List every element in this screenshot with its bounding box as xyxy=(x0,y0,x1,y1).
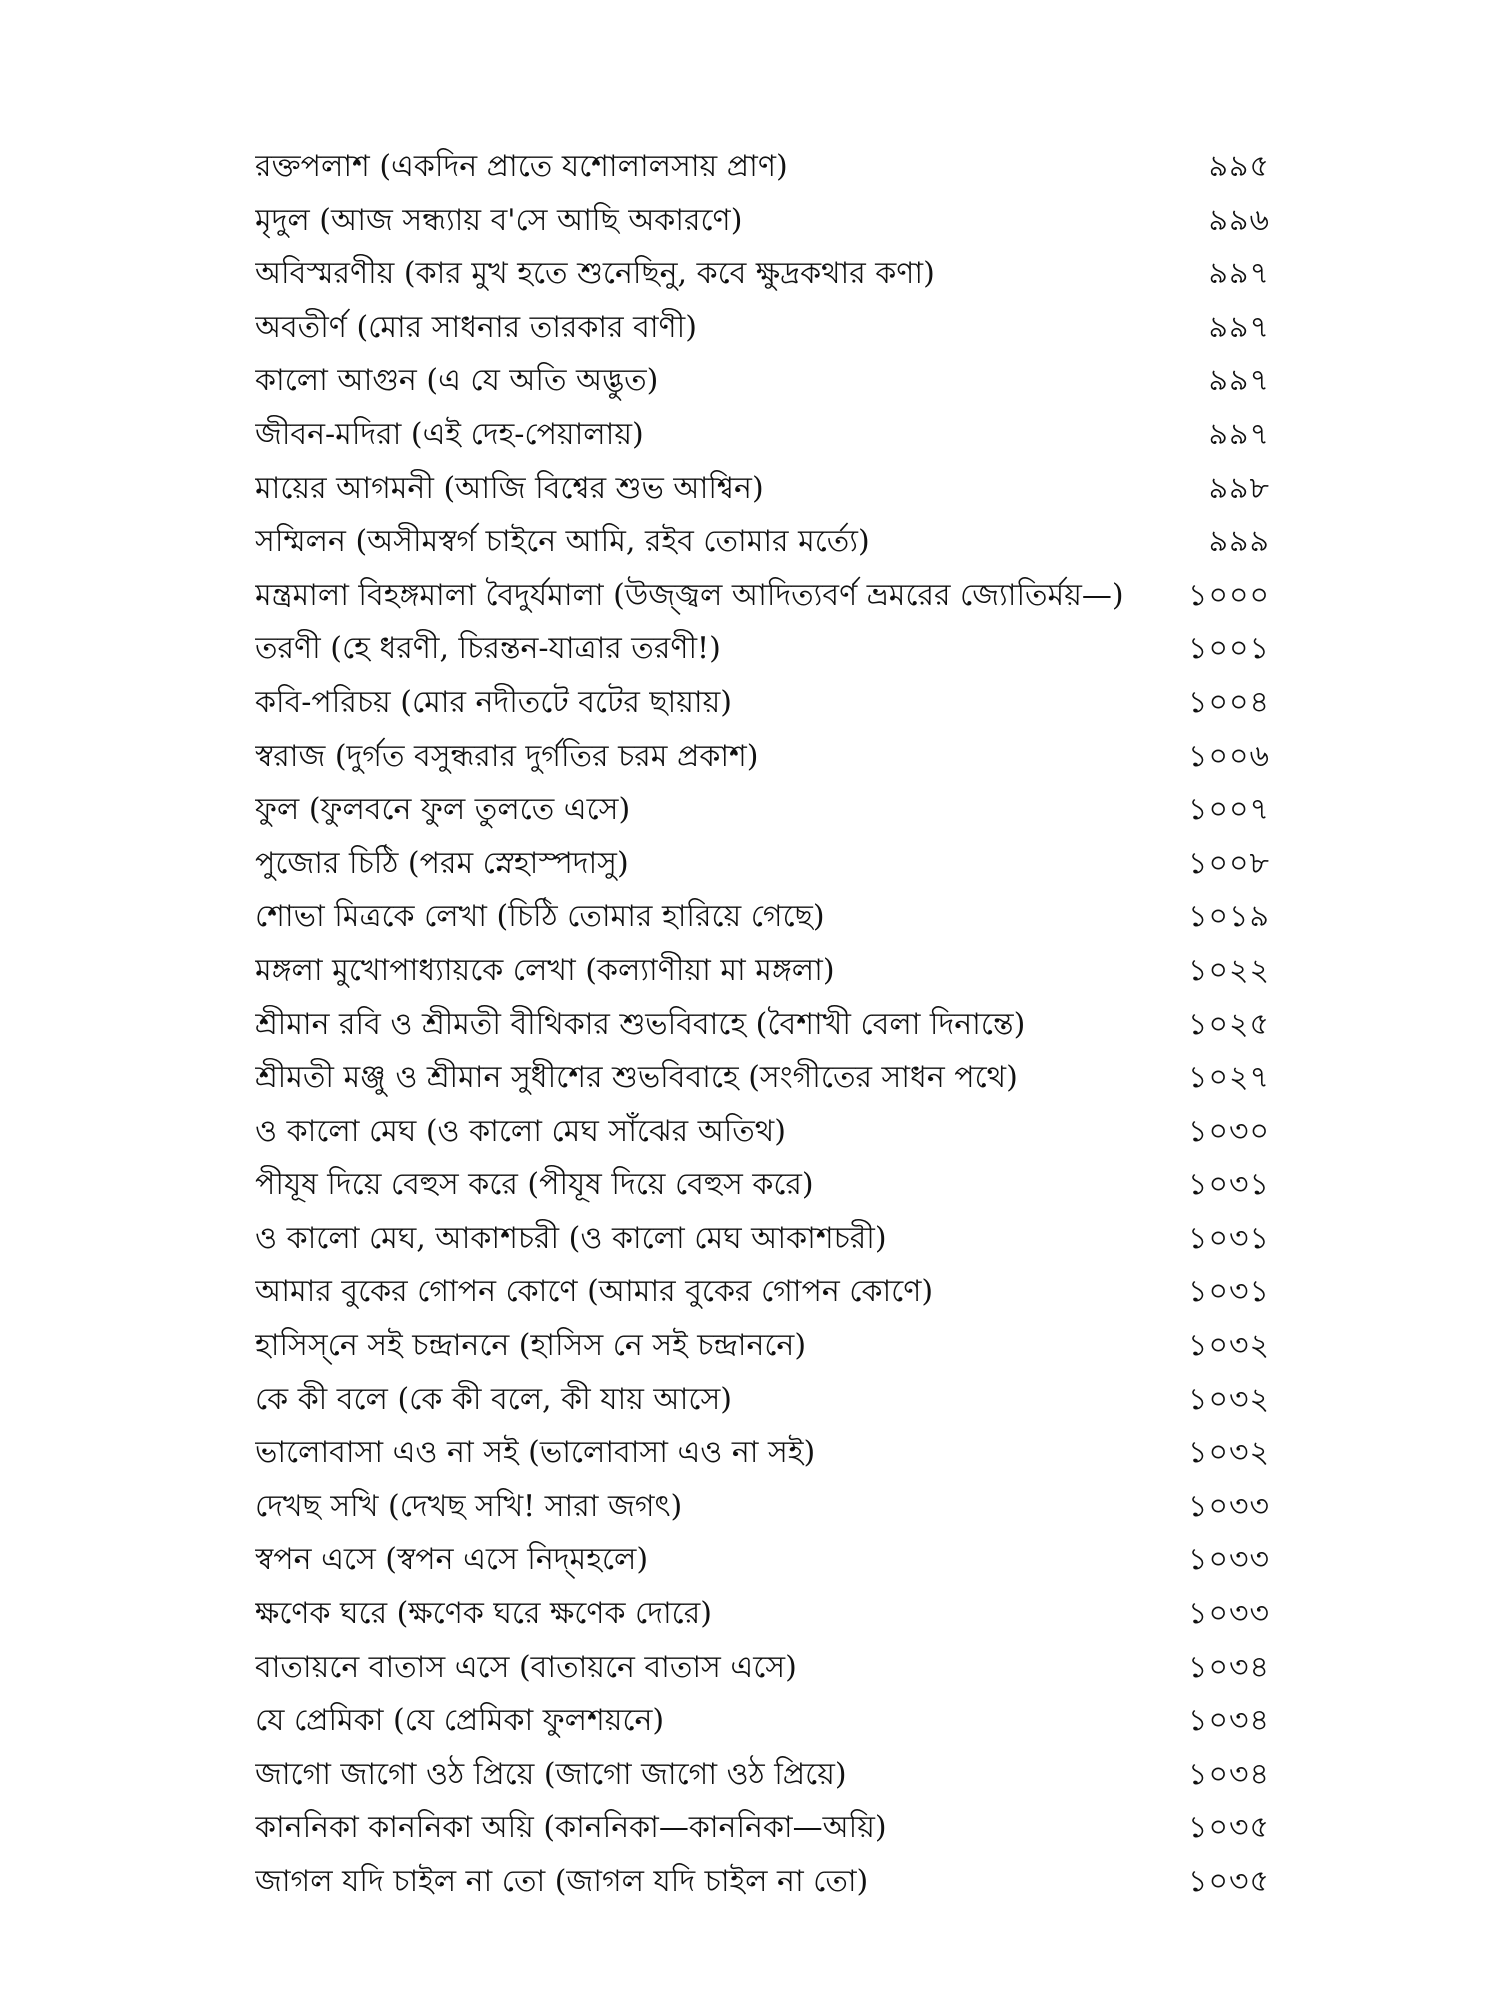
entry-title: আমার বুকের গোপন কোণে (আমার বুকের গোপন কোণে) xyxy=(255,1274,934,1310)
entry-page-number: ৯৯৭ xyxy=(1208,309,1270,345)
toc-entry xyxy=(255,301,1270,355)
entry-title: জাগল যদি চাইল না তো (জাগল যদি চাইল না তো) xyxy=(255,1864,869,1899)
entry-title: ফুল (ফুলবনে ফুল তুলতে এসে) xyxy=(255,792,631,828)
entry-page-number: ৯৯৭ xyxy=(1208,416,1270,452)
entry-title: ও কালো মেঘ, আকাশচরী (ও কালো মেঘ আকাশচরী) xyxy=(255,1220,887,1256)
entry-title: স্বপন এসে (স্বপন এসে নিদ্‌মহলে) xyxy=(255,1542,649,1578)
entry-page-number: ১০০০ xyxy=(1188,577,1270,613)
entry-page-number: ১০০৭ xyxy=(1188,792,1270,828)
toc-entry xyxy=(255,1265,1270,1319)
entry-title: অবিস্মরণীয় (কার মুখ হতে শুনেছিনু, কবে ক্ষুদ্রকথার কণা) xyxy=(255,256,935,292)
entry-page-number: ১০৩৩ xyxy=(1188,1488,1270,1524)
toc-entry xyxy=(255,837,1270,891)
entry-page-number: ১০৩৪ xyxy=(1188,1649,1270,1685)
toc-entry xyxy=(255,1801,1270,1855)
entry-title: রক্তপলাশ (একদিন প্রাতে যশোলালসায় প্রাণ) xyxy=(255,149,788,184)
entry-title: শ্রীমান রবি ও শ্রীমতী বীথিকার শুভবিবাহে (বৈশাখী বেলা দিনান্তে) xyxy=(255,1006,1026,1042)
toc-entry xyxy=(255,354,1270,408)
entry-title: পীযূষ দিয়ে বেহুস করে (পীযূষ দিয়ে বেহুস করে) xyxy=(255,1167,814,1203)
entry-title: শ্রীমতী মঞ্জু ও শ্রীমান সুধীশের শুভবিবাহে (সংগীতের সাধন পথে) xyxy=(255,1060,1018,1096)
entry-page-number: ১০৩২ xyxy=(1188,1328,1270,1364)
entry-page-number: ১০৩১ xyxy=(1188,1220,1270,1256)
entry-title: মায়ের আগমনী (আজি বিশ্বের শুভ আশ্বিন) xyxy=(255,470,764,506)
entry-page-number: ৯৯৫ xyxy=(1208,149,1270,184)
toc-entry xyxy=(255,1480,1270,1534)
toc-entry xyxy=(255,408,1270,462)
toc-entry xyxy=(255,1051,1270,1105)
entry-title: মন্ত্রমালা বিহঙ্গমালা বৈদুর্যমালা (উজ্জ্বল আদিত্যবর্ণ ভ্রমরের জ্যোতির্ময়—) xyxy=(255,577,1124,613)
entry-page-number: ১০৩২ xyxy=(1188,1381,1270,1417)
toc-entry xyxy=(255,944,1270,998)
toc-entry xyxy=(255,622,1270,676)
toc-entry xyxy=(255,140,1270,194)
entry-title: ভালোবাসা এও না সই (ভালোবাসা এও না সই) xyxy=(255,1435,816,1471)
toc-entry xyxy=(255,1587,1270,1641)
entry-page-number: ১০১৯ xyxy=(1188,899,1270,935)
entry-title: কালো আগুন (এ যে অতি অদ্ভুত) xyxy=(255,363,659,399)
entry-title: ও কালো মেঘ (ও কালো মেঘ সাঁঝের অতিথ) xyxy=(255,1113,786,1149)
entry-page-number: ১০২২ xyxy=(1188,952,1270,988)
entry-page-number: ১০৩১ xyxy=(1188,1167,1270,1203)
entry-page-number: ১০২৫ xyxy=(1188,1006,1270,1042)
entry-page-number: ৯৯৯ xyxy=(1208,524,1270,560)
entry-page-number: ১০৩৩ xyxy=(1188,1596,1270,1632)
entry-page-number: ৯৯৭ xyxy=(1208,363,1270,399)
toc-entry xyxy=(255,1855,1270,1909)
toc-entry xyxy=(255,1212,1270,1266)
entry-page-number: ১০৩১ xyxy=(1188,1274,1270,1310)
toc-entry xyxy=(255,1694,1270,1748)
toc-entry xyxy=(255,569,1270,623)
entry-title: সম্মিলন (অসীমস্বর্গ চাইনে আমি, রইব তোমার মর্ত্যে) xyxy=(255,524,870,560)
toc-entry xyxy=(255,998,1270,1052)
entry-title: পুজোর চিঠি (পরম স্নেহাস্পদাসু) xyxy=(255,845,629,881)
entry-page-number: ১০০৮ xyxy=(1188,845,1270,881)
toc-entry xyxy=(255,1533,1270,1587)
entry-title: বাতায়নে বাতাস এসে (বাতায়নে বাতাস এসে) xyxy=(255,1649,797,1685)
entry-title: হাসিস্‌নে সই চন্দ্রাননে (হাসিস নে সই চন্দ্রাননে) xyxy=(255,1328,807,1364)
entry-title: ক্ষণেক ঘরে (ক্ষণেক ঘরে ক্ষণেক দোরে) xyxy=(255,1596,712,1632)
entry-title: জাগো জাগো ওঠ প্রিয়ে (জাগো জাগো ওঠ প্রিয়ে) xyxy=(255,1756,847,1792)
entry-page-number: ১০০৪ xyxy=(1188,684,1270,720)
toc-entry xyxy=(255,1426,1270,1480)
toc-entry xyxy=(255,1158,1270,1212)
entry-page-number: ১০৩৪ xyxy=(1188,1703,1270,1739)
toc-entry xyxy=(255,1373,1270,1427)
entry-page-number: ১০৩০ xyxy=(1188,1113,1270,1149)
entry-title: তরণী (হে ধরণী, চিরন্তন-যাত্রার তরণী!) xyxy=(255,631,721,667)
entry-page-number: ১০৩৫ xyxy=(1188,1810,1270,1846)
table-of-contents xyxy=(255,140,1270,1909)
toc-entry xyxy=(255,890,1270,944)
entry-title: কবি-পরিচয় (মোর নদীতটে বটের ছায়ায়) xyxy=(255,684,732,720)
toc-entry xyxy=(255,1319,1270,1373)
entry-page-number: ১০৩৪ xyxy=(1188,1756,1270,1792)
entry-title: কে কী বলে (কে কী বলে, কী যায় আসে) xyxy=(255,1381,732,1417)
entry-page-number: ৯৯৭ xyxy=(1208,256,1270,292)
entry-title: যে প্রেমিকা (যে প্রেমিকা ফুলশয়নে) xyxy=(255,1703,665,1739)
entry-page-number: ১০২৭ xyxy=(1188,1060,1270,1096)
toc-entry xyxy=(255,676,1270,730)
entry-page-number: ১০০৬ xyxy=(1188,738,1270,774)
entry-page-number: ১০৩২ xyxy=(1188,1435,1270,1471)
toc-entry xyxy=(255,462,1270,516)
toc-entry xyxy=(255,1748,1270,1802)
toc-entry xyxy=(255,247,1270,301)
toc-entry xyxy=(255,1641,1270,1695)
entry-page-number: ১০৩৫ xyxy=(1188,1864,1270,1899)
toc-entry xyxy=(255,194,1270,248)
entry-title: শোভা মিত্রকে লেখা (চিঠি তোমার হারিয়ে গেছে) xyxy=(255,899,825,935)
entry-title: দেখছ সখি (দেখছ সখি! সারা জগৎ) xyxy=(255,1488,683,1524)
toc-entry xyxy=(255,783,1270,837)
entry-title: স্বরাজ (দুর্গত বসুন্ধরার দুর্গতির চরম প্রকাশ) xyxy=(255,738,759,774)
toc-entry xyxy=(255,1105,1270,1159)
entry-page-number: ৯৯৬ xyxy=(1208,202,1270,238)
entry-title: অবতীর্ণ (মোর সাধনার তারকার বাণী) xyxy=(255,309,697,345)
entry-title: কাননিকা কাননিকা অয়ি (কাননিকা—কাননিকা—অয়ি) xyxy=(255,1810,887,1846)
entry-title: মঙ্গলা মুখোপাধ্যায়কে লেখা (কল্যাণীয়া মা মঙ্গলা) xyxy=(255,952,835,988)
entry-title: জীবন-মদিরা (এই দেহ-পেয়ালায়) xyxy=(255,416,644,452)
entry-page-number: ১০৩৩ xyxy=(1188,1542,1270,1578)
entry-title: মৃদুল (আজ সন্ধ্যায় ব'সে আছি অকারণে) xyxy=(255,202,743,238)
toc-entry xyxy=(255,515,1270,569)
entry-page-number: ৯৯৮ xyxy=(1208,470,1270,506)
entry-page-number: ১০০১ xyxy=(1188,631,1270,667)
toc-entry xyxy=(255,730,1270,784)
